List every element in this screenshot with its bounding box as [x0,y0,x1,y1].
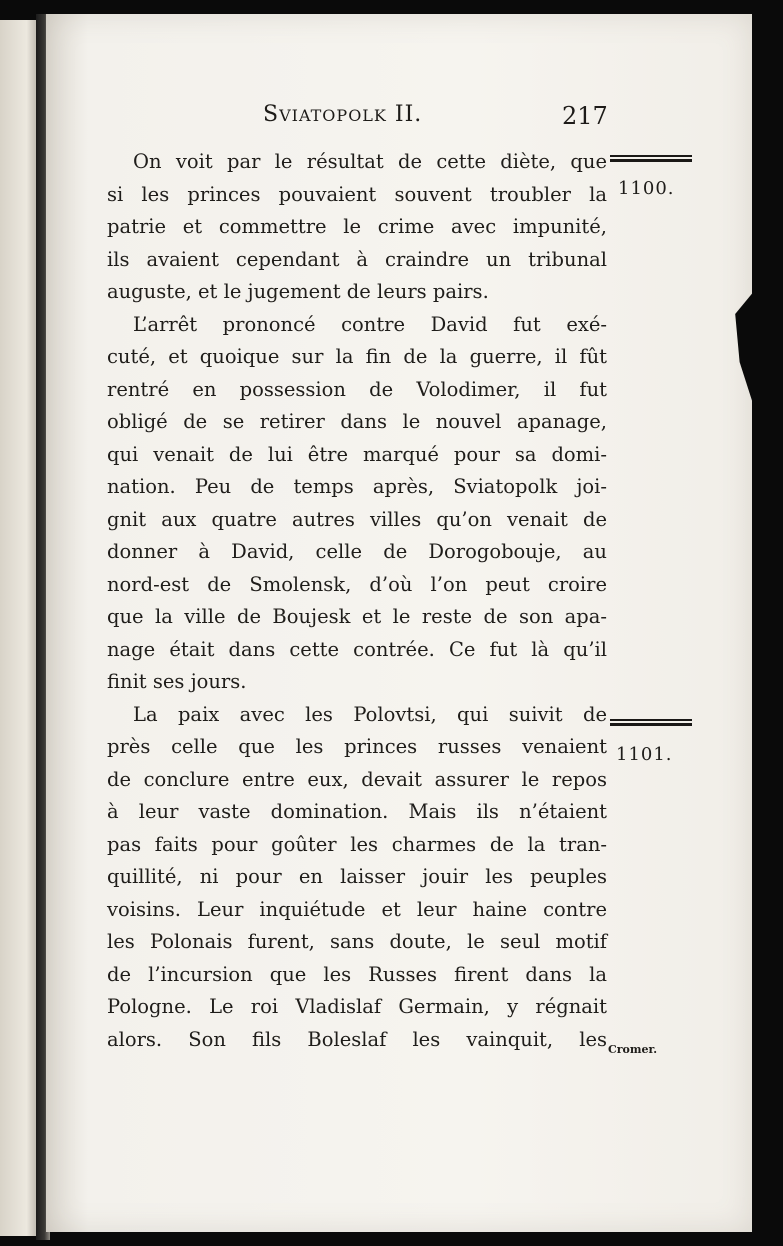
body-text [107,146,607,1056]
text-line: gnit aux quatre autres villes qu’on venait de [107,507,607,531]
text-line: si les princes pouvaient souvent troubler la [107,182,607,206]
text-line: auguste, et le jugement de leurs pairs. [107,280,489,303]
text-line: donner à David, celle de Dorogobouje, au [107,540,607,563]
text-line: obligé de se retirer dans le nouvel apanage, [107,410,607,433]
margin-source-note: Cromer. [608,1043,658,1056]
running-title: SVIATOPOLK II. [263,102,423,127]
text-line: de l’incursion que les Russes firent dans la [107,962,607,986]
paragraph [107,146,607,309]
text-line: La paix avec les Polovtsi, qui suivit de [133,702,607,726]
text-line: Pologne. Le roi Vladislaf Germain, y régnait [107,995,607,1018]
text-line: les Polonais furent, sans doute, le seul motif [107,930,607,953]
paragraph [107,309,607,699]
text-line: nord-est de Smolensk, d’où l’on peut croire [107,572,607,596]
text-line: On voit par le résultat de cette diète, que [133,150,607,173]
text-line: nation. Peu de temps après, Sviatopolk joi- [107,475,607,498]
text-line: près celle que les princes russes venaient [107,735,607,758]
margin-year: 1101. [616,744,673,765]
text-line: qui venait de lui être marqué pour sa domi- [107,442,607,466]
text-line: L’arrêt prononcé contre David fut exé- [133,312,607,336]
text-line: à leur vaste domination. Mais ils n’étaient [107,800,607,823]
text-line: que la ville de Boujesk et le reste de son apa- [107,605,607,628]
text-line: patrie et commettre le crime avec impunité, [107,215,607,238]
margin-year: 1100. [618,178,675,199]
text-line: cuté, et quoique sur la fin de la guerre, il fût [107,345,607,368]
text-line: voisins. Leur inquiétude et leur haine contre [107,897,607,921]
page-header [0,102,783,132]
text-line: pas faits pour goûter les charmes de la tran- [107,832,607,856]
page-number: 217 [562,102,608,130]
text-line: rentré en possession de Volodimer, il fut [107,377,607,401]
text-line: alors. Son fils Boleslaf les vainquit, les [107,1027,607,1051]
text-line: de conclure entre eux, devait assurer le repos [107,767,607,791]
margin-rule [610,155,692,162]
text-line: finit ses jours. [107,670,247,693]
margin-rule [610,719,692,726]
facing-page-edge [0,20,38,1236]
paragraph [107,699,607,1057]
text-line: quillité, ni pour en laisser jouir les peuples [107,865,607,888]
text-line: ils avaient cependant à craindre un tribunal [107,247,607,271]
text-line: nage était dans cette contrée. Ce fut là qu’il [107,637,607,661]
